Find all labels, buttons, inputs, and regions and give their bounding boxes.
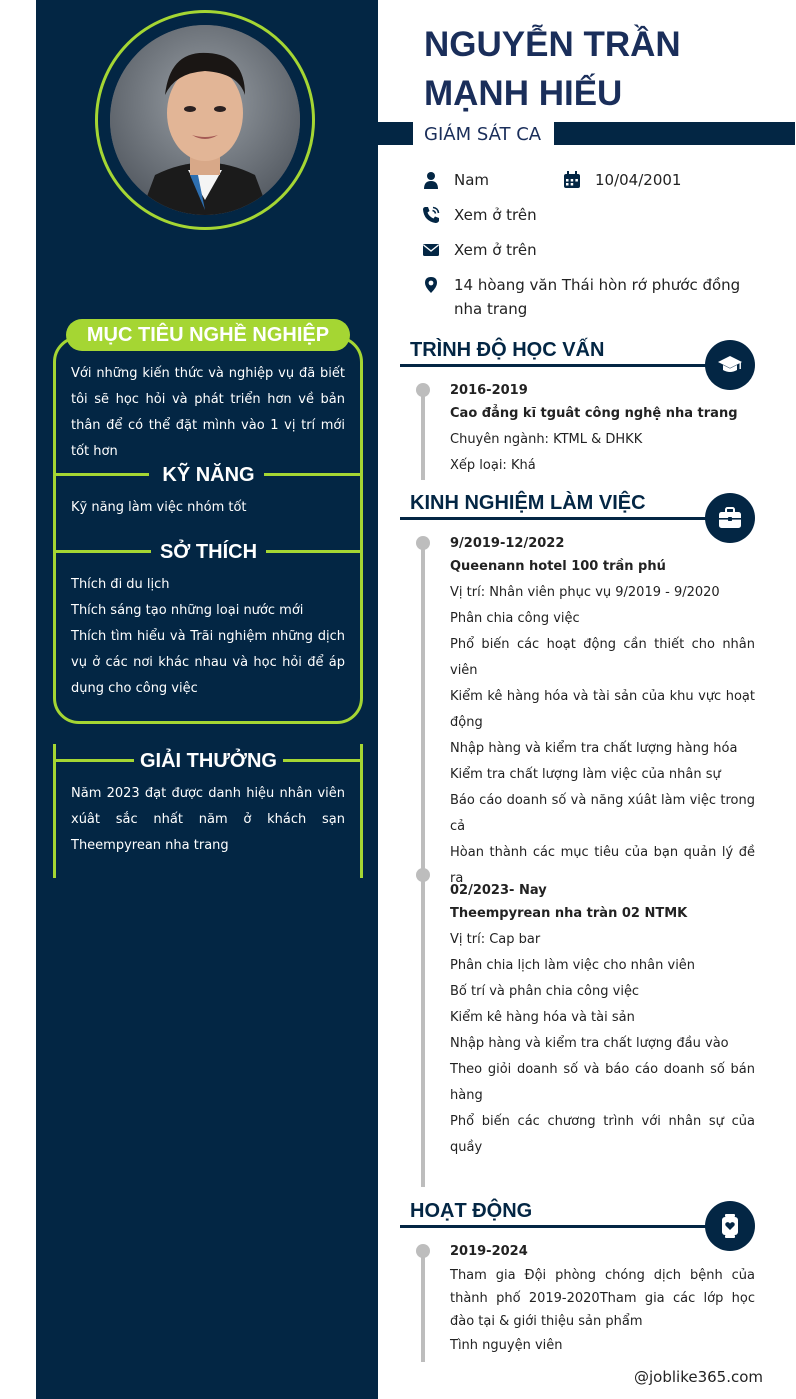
activities-title: HOẠT ĐỘNG [410,1200,533,1222]
entry-date: 9/2019-12/2022 [450,536,565,551]
activities-divider [400,1225,720,1228]
entry-line: Phổ biến các hoạt động cần thiết cho nhân viên [450,637,755,678]
entry-line: Phổ biến các chương trình với nhân sự của quầy [450,1114,755,1155]
envelope-icon [422,241,440,259]
entry-line: Nhập hàng và kiểm tra chất lượng đầu vào [450,1036,729,1051]
skills-title: KỸ NĂNG [162,464,255,486]
hobby-item: Thích đi du lịch [71,577,170,592]
timeline-dot [416,536,430,550]
skill-item: Kỹ năng làm việc nhóm tốt [71,500,247,515]
entry-line: Phân chia lịch làm việc cho nhân viên [450,958,696,973]
entry-org: Theempyrean nha tràn 02 NTMK [450,906,688,921]
map-pin-icon [422,276,440,294]
experience-entry [450,879,755,1161]
address-value: 14 hòang văn Thái hòn rớ phước đồng nha trang [454,276,741,318]
avatar-photo [110,25,300,215]
skills-list [71,495,345,521]
hobbies-heading [56,537,361,567]
education-title: TRÌNH ĐỘ HỌC VẤN [410,339,605,361]
entry-line: Tham gia Đội phòng chóng dịch bệnh của thành phố 2019-2020Tham gia các lớp học đào tại & giới thiệu sản phẩm [450,1268,755,1329]
entry-line: Kiểm kê hàng hóa và tài sản của khu vực hoạt động [450,689,755,730]
entry-line: Kiểm tra chất lượng làm việc của nhân sự [450,767,721,782]
name-line-1: NGUYỄN TRẦN [424,25,681,64]
entry-line: Kiểm kê hàng hóa và tài sản [450,1010,635,1025]
entry-line: Vị trí: Cap bar [450,932,541,947]
watermark: @joblike365.com [634,1368,764,1386]
gender-value: Nam [454,171,490,189]
experience-entry [450,532,755,892]
entry-line: Vị trí: Nhân viên phục vụ 9/2019 - 9/2020 [450,585,720,600]
awards-text: Năm 2023 đạt được danh hiệu nhân viên xúât sắc nhất năm ở khách sạn Theempyrean nha trang [71,786,345,853]
awards-heading [56,746,361,776]
hobby-item: Thích tìm hiểu và Trãi nghiệm những dịch vụ ở các nơi khác nhau và học hỏi để áp dụng cho công việc [71,629,345,696]
hobbies-list [71,572,345,702]
name-line-2: MẠNH HIẾU [424,74,623,113]
birthday-value: 10/04/2001 [595,171,682,189]
entry-org: Cao đẳng kĩ tguât công nghệ nha trang [450,406,738,421]
timeline-dot [416,868,430,882]
avatar-ring [95,10,315,230]
entry-line: Xếp loại: Khá [450,458,536,473]
education-divider [400,364,720,367]
entry-line: Chuyên ngành: KTML & DHKK [450,432,643,447]
experience-divider [400,517,720,520]
hobby-item: Thích sáng tạo những loại nước mới [71,603,304,618]
experience-title: KINH NGHIỆM LÀM VIỆC [410,492,646,514]
person-icon [422,171,440,189]
email-value: Xem ở trên [454,241,537,259]
timeline-dot [416,383,430,397]
phone-value: Xem ở trên [454,206,537,224]
job-title: GIÁM SÁT CA [424,124,542,145]
awards-title: GIẢI THƯỞNG [140,750,277,772]
hobbies-title: SỞ THÍCH [159,541,258,563]
entry-line: Báo cáo doanh số và năng xúât làm việc trong cả [450,793,755,834]
education-timeline [421,390,425,480]
calendar-icon [563,171,581,189]
entry-line: Tình nguyện viên [450,1338,563,1353]
entry-line: Hòan thành các mục tiêu của bạn quản lý đề ra [450,845,755,886]
timeline-dot [416,1244,430,1258]
education-entry [450,379,755,479]
avatar [110,25,300,215]
entry-line: Phân chia công việc [450,611,580,626]
skills-heading [56,460,361,490]
phone-icon [422,206,440,224]
entry-line: Nhập hàng và kiểm tra chất lượng hàng hóa [450,741,738,756]
entry-date: 2019-2024 [450,1244,528,1259]
experience-timeline [421,542,425,1187]
activities-entry [450,1240,755,1359]
entry-date: 02/2023- Nay [450,883,547,898]
entry-line: Theo giỏi doanh số và báo cáo doanh số bán hàng [450,1062,755,1103]
activities-timeline [421,1250,425,1362]
objective-title: MỤC TIÊU NGHỀ NGHIỆP [66,319,350,351]
entry-date: 2016-2019 [450,383,528,398]
objective-text: Với những kiến thức và nghiệp vụ đã biết tôi sẽ học hỏi và phát triển hơn về bản thân để có thể đặt mình vào 1 vị trí mới tốt hơn [71,366,345,459]
candidate-name [424,20,784,118]
entry-line: Bố trí và phân chia công việc [450,984,640,999]
entry-org: Queenann hotel 100 trần phú [450,559,666,574]
sidebar [36,0,378,1399]
